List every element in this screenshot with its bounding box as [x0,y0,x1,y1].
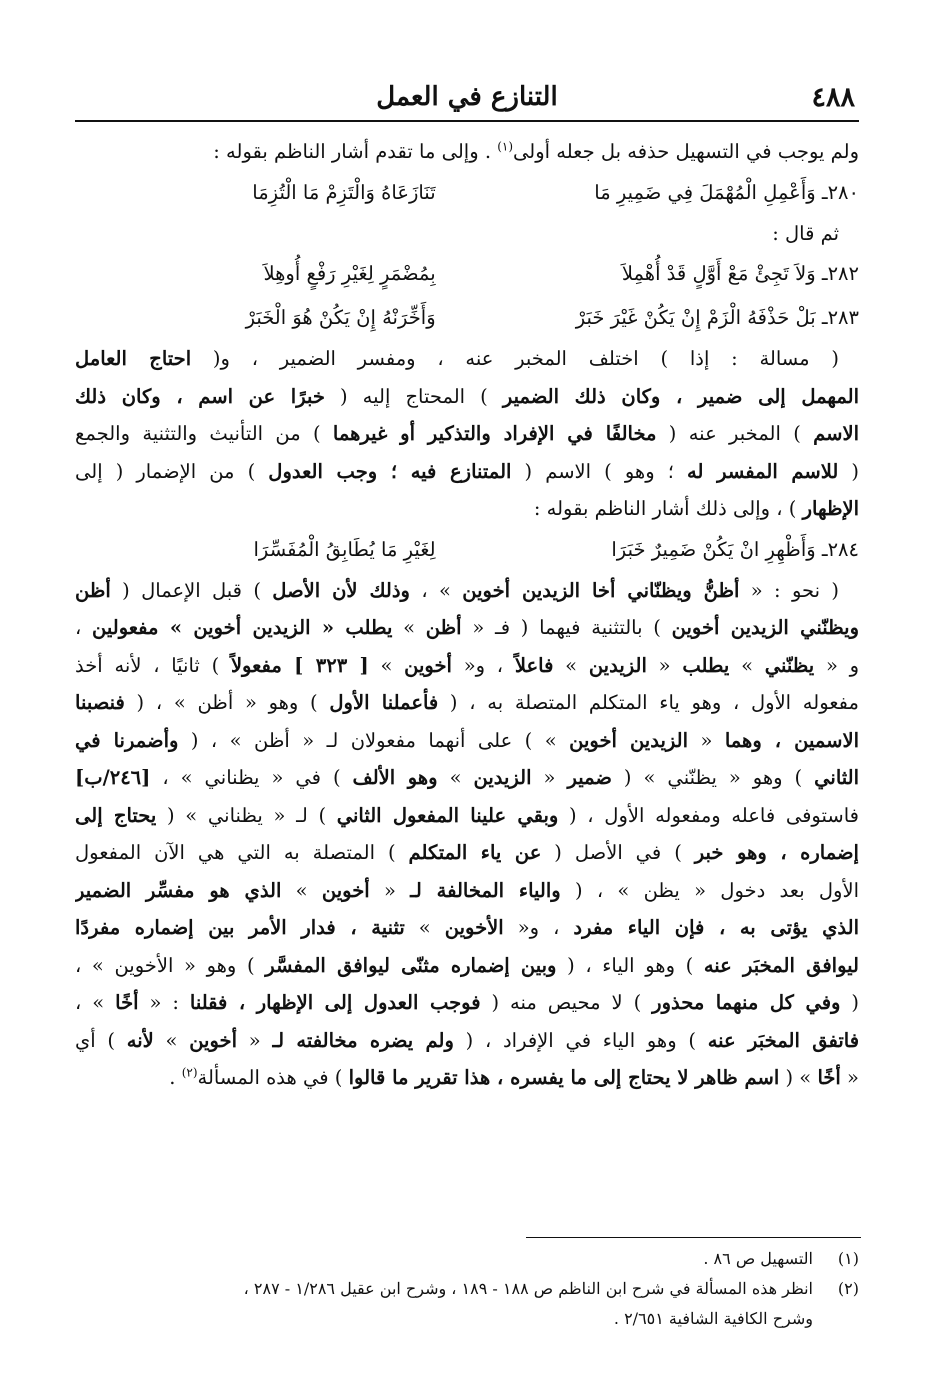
text-line [75,834,859,872]
bold-run: أخوين [189,1028,238,1052]
footnote-ref: (١) [497,139,514,154]
bold-run: أظن [425,616,462,639]
text-run: « [237,1028,273,1052]
bold-run: الإظهار [802,497,859,520]
text-run: ( [840,991,859,1014]
text-run: » [437,766,474,789]
footnote-separator [526,1237,861,1238]
bold-run: فأعملنا الأول [329,691,439,714]
text-run: « [646,653,683,677]
bold-run: [ ٣٢٣ ] مفعولاً [230,653,369,677]
text-run: ) في هذه المسألة [197,1066,349,1089]
text-run: ( مسالة : إذا ) اختلف المخبر عنه ، ومفسر الضمير ، و( [191,347,839,370]
text-line [75,759,859,797]
bold-run: الذي يؤتى به ، فإن الياء مفرد [573,916,859,939]
bold-run: أخًا [115,991,139,1014]
verse-284 [75,528,859,572]
footnotes [75,1244,859,1334]
text-line [75,572,859,610]
text-run: ) وهو « أظن » ، ( [124,691,330,714]
text-run: ) في « يظناني » ، [150,766,353,789]
text-run: الأول بعد دخول « يظن » ، ( [560,878,859,902]
bold-run: يحتاج إلى [75,803,157,827]
text-run: « [688,728,725,752]
bold-run: وأضمرنا في [75,728,179,752]
text-run: ) من التأنيث والتثنية والجمع [75,422,333,445]
text-line [75,609,859,647]
text-run: ) وهو « يظنّني » ( [611,766,815,789]
text-line [75,947,859,985]
text-run: « [531,766,568,789]
text-run: . وإلى ما تقدم أشار الناظم بقوله : [213,140,498,163]
bold-run: يطلب « الزيدين أخوين » مفعولين [92,616,393,639]
text-run: ) أي [75,1028,127,1052]
bold-run: عن ياء المتكلم [408,841,542,864]
footnote-text: وشرح الكافية الشافية ٢/٦٥١ . [613,1309,813,1328]
verse-first-half: ٢٨٢ـ وَلاَ تَجِئْ مَعْ أَوَّلٍ قَدْ أُهْمِلاَ [621,262,859,285]
bold-run: خبرًا عن اسم ، وكان ذلك [75,384,325,408]
text-line [75,909,859,947]
verse-first-half: ٢٨٤ـ وَأَظْهِرِ انْ يَكُنْ ضَمِيرٌ خَبَرَا [611,537,859,561]
text-run: ) ثانيًا ، لأنه أخذ [75,653,231,677]
running-title: التنازع في العمل [376,82,558,112]
bold-run: الزيدين أخوين [569,728,688,752]
bold-run: يظنّني [764,653,815,677]
bold-run: ضمير [567,766,612,789]
text-run: ( [838,459,859,483]
footnote-1 [75,1244,859,1274]
text-run: مفعوله الأول ، وهو ياء المتكلم المتصلة به ، ( [438,691,859,714]
text-run: ) في الأصل ( [541,841,695,864]
text-line [75,722,859,760]
text-run: » ، [75,991,116,1014]
text-line [75,378,859,416]
text-run: » [404,916,445,939]
verse-280 [75,171,859,215]
text-run: » [392,616,426,639]
text-run: : « [138,991,190,1014]
text-line [75,453,859,491]
text-run: » [729,653,765,677]
bold-run: الأخوين [444,916,504,939]
bold-run: يطلب [682,653,730,677]
text-run: ) المتصلة به التي هي الآن المفعول [75,841,409,864]
footnote-number: (٢) [837,1279,859,1298]
bold-run: فنصبنا [75,691,125,714]
text-run: ولم يوجب في التسهيل حذفه بل جعله أولى [513,140,859,163]
bold-run: مخالفًا في الإفراد والتذكير أو غيرهما [332,422,657,445]
bold-run: الذي هو مفسِّر الضمير [75,878,282,902]
verse-second-half: وَأَخِّرَنْهُ إِنْ يَكُنْ هُوَ الْخَبَرْ [245,306,436,329]
text-run: و « [814,653,859,677]
text-run: ثم قال : [772,221,839,245]
verse-second-half: تَنَازَعَاهُ وَالْتَزِمْ مَا الْتُزِمَا [252,180,436,204]
bold-run: وفي كل منهما محذور [652,991,841,1014]
bold-run: احتاج العامل [75,347,192,370]
text-line [75,1059,859,1097]
text-run: ) من الإضمار ( إلى [75,459,269,483]
text-run: » ( [779,1066,818,1089]
text-run: ) وهو « الأخوين » ، [75,953,266,977]
main-text [75,133,859,1097]
bold-run: اسم ظاهر لا يحتاج إلى ما يفسره ، هذا تقرير ما قالوا [348,1066,780,1089]
page-number: ٤٨٨ [811,82,855,113]
text-run: « [369,878,411,902]
text-line [75,872,859,910]
text-line [75,684,859,722]
bold-run: أخوين [404,653,452,677]
text-run: ) بالتثنية فيهما ( فـ « [461,616,672,639]
text-run: » [553,653,589,677]
text-run: فاستوفى فاعله ومفعوله الأول ، ( [558,803,859,827]
text-run: ) وهو الياء في الإفراد ، ( [453,1028,708,1052]
bold-run: أخًا [817,1066,841,1089]
text-run: ) لـ « يظناني » ( [156,803,337,827]
bold-run: أخوين [321,878,370,902]
text-run: ) المخبر عنه ( [656,422,814,445]
bold-run: وذلك لأن الأصل [272,578,410,602]
bold-run: أظن [75,578,111,602]
bold-run: الثاني [814,766,859,789]
bold-run: فاتفق المخبَر عنه [707,1028,859,1052]
footnote-text: التسهيل ص ٨٦ . [703,1249,813,1268]
bold-run: فوجب العدول إلى الإظهار ، فقلنا [189,991,481,1014]
verse-282 [75,252,859,296]
bold-run: المهمل إلى ضمير ، وكان ذلك الضمير [502,384,859,408]
text-run: ) المحتاج إليه ( [324,384,503,408]
bold-run: ويظنّني الزيدين أخوين [671,616,859,639]
bold-run: المتنازع فيه ؛ وجب العدول [268,459,512,483]
text-run: » ) على أنهما مفعولان لـ « أظن » ، ( [178,728,570,752]
text-run: ، و« [503,916,574,939]
bold-run: الاسم [813,422,859,445]
text-run: ، [75,616,93,639]
bold-run: الزيدين [473,766,532,789]
bold-run: وبقي علينا المفعول الثاني [336,803,559,827]
text-line [75,490,859,528]
footnote-number: (١) [837,1249,859,1268]
text-run: » ، [409,578,463,602]
bold-run: وبين إضماره مثنّى ليوافق المفسَّر [265,953,557,977]
bold-run: لأنه [126,1028,154,1052]
text-line [75,133,859,171]
manuscript-folio-ref: [٢٤٦/ب] [75,766,151,789]
bold-run: تثنية ، فدار الأمر بين إضماره مفردًا [75,916,405,939]
verse-283 [75,296,859,340]
text-line [75,797,859,835]
footnote-2-continuation [75,1304,859,1334]
text-line [75,340,859,378]
text-line [75,647,859,685]
footnote-2 [75,1274,859,1304]
bold-run: الزيدين [588,653,647,677]
text-line [75,415,859,453]
verse-first-half: ٢٨٣ـ بَلْ حَذْفَهُ الْزَمْ إِنْ يَكُنْ غَيْرَ خَبَرْ [575,306,859,329]
text-run: ، و« [451,653,515,677]
verse-second-half: لِغَيْرِ مَا يُطَابِقُ الْمُفَسِّرَا [253,537,436,561]
verse-first-half: ٢٨٠ـ وَأَعْمِلِ الْمُهْمَلَ فِي ضَمِيرِ مَا [594,180,859,204]
text-run: » [368,653,405,677]
text-run: « [840,1066,859,1089]
bold-run: إضماره ، وهو خبر [694,841,859,864]
page-header [75,80,859,122]
footnote-ref: (٢) [181,1065,198,1080]
footnote-text: انظر هذه المسألة في شرح ابن الناظم ص ١٨٨ - ١٨٩ ، وشرح ابن عقيل ١/٢٨٦ - ٢٨٧ ، [243,1279,813,1298]
text-run: ( نحو : « [739,578,840,602]
bold-run: أظنُّ ويظنّاني أخا الزيدين أخوين [462,578,740,602]
bold-run: ولم يضره مخالفته لـ [272,1028,454,1052]
text-run: ؛ وهو ) الاسم ( [511,459,688,483]
text-run: ) ، وإلى ذلك أشار الناظم بقوله : [533,497,803,520]
text-line [75,215,859,253]
text-line [75,1022,859,1060]
text-run: . [169,1066,182,1089]
text-run: ) وهو الياء ، ( [556,953,704,977]
text-line [75,984,859,1022]
text-run: ) قبل الإعمال ( [110,578,273,602]
bold-run: ليوافق المخبَر عنه [703,953,859,977]
bold-run: الاسمين ، وهما [724,728,859,752]
text-run: » [153,1028,190,1052]
bold-run: وهو الألف [352,766,438,789]
bold-run: للاسم المفسر له [687,459,839,483]
bold-run: والياء المخالفة لـ [410,878,561,902]
verse-second-half: بِمُضْمَرٍ لِغَيْرِ رَفْعٍ أُوهِلاَ [263,262,436,285]
text-run: » [281,878,322,902]
bold-run: فاعلاً [514,653,554,677]
text-run: ) لا محيص منه ( [480,991,653,1014]
